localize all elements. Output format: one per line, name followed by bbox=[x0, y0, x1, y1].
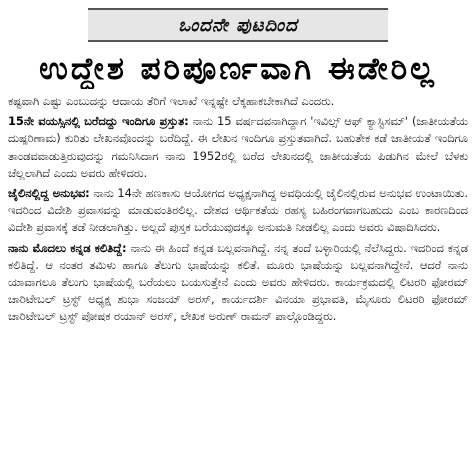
article-body bbox=[8, 93, 468, 326]
paragraph-1-text: ಕಷ್ಟವಾಗಿ ಎಷ್ಟು ಎಂಬುದನ್ನು ಆದಾಯ ತೆರಿಗೆ ಇಲಾಖೆ ಇನ್ನಷ್ಟೇ ಲೆಕ್ಕಹಾಕಬೇಕಾಗಿದೆ ಎಂದರು. bbox=[8, 94, 335, 108]
paragraph-3-lead: ಜೈಲಿನಲ್ಲಿದ್ದ ಅನುಭವ: bbox=[8, 186, 90, 201]
paragraph-4-lead: ನಾನು ಮೊದಲು ಕನ್ನಡ ಕಲಿತಿದ್ದೆ: bbox=[8, 240, 127, 255]
kicker-label: ಒಂದನೇ ಪುಟದಿಂದ bbox=[178, 14, 298, 36]
paragraph-1 bbox=[8, 93, 468, 110]
kicker-wrap bbox=[8, 8, 468, 42]
paragraph-2-text: ನಾನು 15 ವರ್ಷದವನಾಗಿದ್ದಾಗ 'ಇವಿಲ್ಸ್ ಆಫ್ ಕ್ಯಾಸ್ಟಿಸಮ್' (ಜಾತೀಯತೆಯ ದುಷ್ಪರಿಣಾಮ) ಕುರಿತು ಲೇಖನವೊಂದನ್ನು ಬರೆದಿದ್ದೆ. ಈ ಲೇಖನ ಇಂದಿಗೂ ಪ್ರಸ್ತುತವಾಗಿದೆ. ಬಹುತೇಕ ಕಡೆ ಜಾತೀಯತೆ ಇಂದಿಗೂ ತಾಂಡವವಾಡುತ್ತಿರುವುದನ್ನು ಗಮನಿಸಿದಾಗ ನಾನು 1952ರಲ್ಲಿ ಬರೆದ ಲೇಖನದಲ್ಲಿ ಜಾತೀಯತೆಯ ಪಿಡುಗಿನ ಮೇಲೆ ಬೆಳಕು ಚೆಲ್ಲಲಾಗಿದೆ ಎಂದು ಅವರು ಹೇಳಿದರು. bbox=[8, 114, 468, 180]
kicker-box bbox=[88, 8, 388, 42]
paragraph-2 bbox=[8, 113, 468, 182]
paragraph-3-text: ನಾನು 14ನೇ ಹಣಕಾಸು ಆಯೋಗದ ಅಧ್ಯಕ್ಷನಾಗಿದ್ದ ಅವಧಿಯಲ್ಲಿ ಜೈಲಿನಲ್ಲಿರುವ ಅನುಭವ ಉಂಟಾಯಿತು. ಇದರಿಂದ ವಿದೇಶಿ ಪ್ರವಾಸವನ್ನು ಮಾಡುವಂತಿರಲಿಲ್ಲ. ದೇಶದ ಆರ್ಥಿಕತೆಯ ರಹಸ್ಯ ಬಹಿರಂಗವಾಗಬಹುದು ಎಂಬ ಕಾರಣದಿಂದ ವಿದೇಶಿ ಪ್ರವಾಸಕ್ಕೆ ತಡೆ ನೀಡಲಾಗಿತ್ತು. ಅಲ್ಲದೆ ಪುಸ್ತಕ ಬರೆಯುವುದಕ್ಕೂ ಅನುಮತಿ ನೀಡಲಿಲ್ಲ ಎಂದು ಅವರು ವಿಷಾದಿಸಿದರು. bbox=[8, 186, 469, 235]
paragraph-3 bbox=[8, 185, 468, 237]
paragraph-4 bbox=[8, 240, 468, 326]
paragraph-2-lead: 15ನೇ ವಯಸ್ಸಿನಲ್ಲಿ ಬರೆದದ್ದು ಇಂದಿಗೂ ಪ್ರಸ್ತುತ: bbox=[8, 114, 189, 129]
headline: ಉದ್ದೇಶ ಪರಿಪೂರ್ಣವಾಗಿ ಈಡೇರಿಲ್ಲ bbox=[39, 51, 437, 87]
paragraph-4-text: ನಾನು ಈ ಹಿಂದೆ ಕನ್ನಡ ಬಲ್ಲವನಾಗಿದ್ದೆ. ನನ್ನ ತಂದೆ ಬಳ್ಳಾರಿಯಲ್ಲಿ ನೆಲೆಸಿದ್ದರು. ಇದರಿಂದ ಕನ್ನಡ ಕಲಿತಿದ್ದೆ. ಆ ನಂತರ ತಮಿಳು ಹಾಗೂ ತೆಲುಗು ಭಾಷೆಯನ್ನು ಕಲಿತೆ. ಮೂರು ಭಾಷೆಯನ್ನು ಬಲ್ಲವನಾಗಿದ್ದೇನೆ. ಆದರೆ ನಾನು ಯಾವಾಗಲೂ ತೆಲುಗು ಭಾಷೆಯಲ್ಲಿ ಬರೆಯಲು ಬಯಸುತ್ತೇನೆ ಎಂದು ಅವರು ಹೇಳಿದರು. ಕಾರ್ಯಕ್ರಮದಲ್ಲಿ ಲಿಟರರಿ ಫೋರಮ್ ಚಾರಿಟೇಬಲ್ ಟ್ರಸ್ಟ್ ಅಧ್ಯಕ್ಷ ಶುಭಾ ಸಂಜಯ್ ಅರಸ್, ಕಾರ್ಯದರ್ಶಿ ವಿನಯಾ ಪ್ರಭಾವತಿ, ಮೈಸೂರು ಲಿಟರರಿ ಫೋರಮ್ ಚಾರಿಟೇಬಲ್ ಟ್ರಸ್ಟ್ ಪೋಷಕ ರಯಾನ್ ಅರಸ್, ಲೇಖಕ ಅರುಣ್ ರಾಮನ್ ಪಾಲ್ಗೊಂಡಿದ್ದರು. bbox=[8, 240, 468, 324]
